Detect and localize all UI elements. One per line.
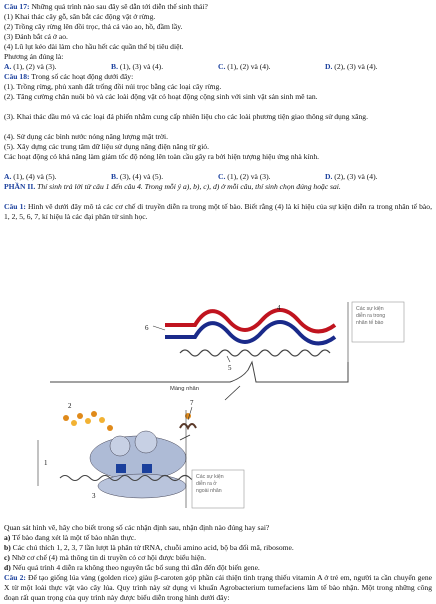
outside-events-label-3: ngoài nhân <box>196 488 222 494</box>
q1-stem-line <box>4 202 432 222</box>
nucleus-events-label-3: nhân tế bào <box>356 320 384 326</box>
q18-item-2: (2). Tăng cường chăn nuôi bò và các loài động vật có hoạt động cộng sinh với sinh vật sản sinh mê tan. <box>4 92 318 101</box>
number-7: 7 <box>190 399 194 407</box>
amino-acid-chain <box>63 411 113 431</box>
part2-instruction-line <box>4 182 432 192</box>
trna-site-2 <box>135 431 157 453</box>
q17-option-c[interactable]: C. (1), (2) và (4). <box>218 62 271 71</box>
nucleus-events-label-2: diễn ra trong <box>356 313 386 319</box>
nuclear-membrane-label: Màng nhân <box>170 386 200 392</box>
nuclear-membrane-line <box>50 362 348 382</box>
outside-events-label-1: Các sự kiện <box>196 474 224 480</box>
q17-stem: Những quá trình nào sau đây sẽ dẫn tới diễn thế sinh thái? <box>31 2 208 11</box>
number-3: 3 <box>92 492 96 500</box>
q17-option-b[interactable]: B. (1), (3) và (4). <box>111 62 164 71</box>
q17-item-2: (2) Trồng cây rừng lên đồi trọc, thả cá vào ao, hồ, đầm lầy. <box>4 22 183 31</box>
q17-options <box>4 62 432 72</box>
q17-item-3: (3) Đánh bắt cá ở ao. <box>4 32 68 41</box>
q17-title: Câu 17: <box>4 2 30 11</box>
q1-statement-b[interactable]: b) Các chú thích 1, 2, 3, 7 lần lượt là phân tử tRNA, chuỗi amino acid, bộ ba đối mã, ribosome. <box>4 543 294 552</box>
ribosome-small-subunit <box>98 474 186 498</box>
part2-instruction: Thí sinh trả lời từ câu 1 đến câu 4. Trong mỗi ý a), b), c), d) ở mỗi câu, thí sinh chọn đúng hoặc sai. <box>37 182 341 191</box>
anticodon-1 <box>116 464 126 473</box>
export-arrow <box>225 386 240 400</box>
label-6-leader <box>153 326 165 330</box>
label-5-leader <box>227 356 230 362</box>
q17-prompt: Phương án đúng là: <box>4 52 64 61</box>
q17-stem-line <box>4 2 432 12</box>
q18-item-3: (3). Khai thác dầu mỏ và các loại đá phiến nhằm cung cấp nhiên liệu cho các loài phương tiện giao thông sử dụng xăng. <box>4 112 368 121</box>
q18-item-4: (4). Sử dụng các bình nước nóng năng lượng mặt trời. <box>4 132 169 141</box>
trna-site-1 <box>110 436 130 456</box>
mrna-in-nucleus <box>180 350 330 356</box>
q17-option-d[interactable]: D. (2), (3) và (4). <box>325 62 378 71</box>
q2-title: Câu 2: <box>4 573 26 582</box>
anticodon-2 <box>142 464 152 473</box>
q1-statement-c[interactable]: c) Nhờ cơ chế (4) mà thông tin di truyền có cơ hội được biểu hiện. <box>4 553 206 562</box>
q1-statement-d[interactable]: d) Nếu quá trình 4 diễn ra không theo nguyên tắc bổ sung thì dẫn đến đột biến gene. <box>4 563 260 572</box>
q18-option-c[interactable]: C. (1), (2) và (3). <box>218 172 271 181</box>
q2-stem: Để tạo giống lúa vàng (golden rice) giàu β-caroten góp phần cải thiện tình trạng thiếu vitamin A ở trẻ em, người ta cần chuyển gene X từ một loài thực vật vào cây lúa. Quy trình này sử dụng vi khuẩn Agrobacterium tumefaciens làm tế bào nhận. Một trong những công đoạn rất quan trọng của quy trình này được biểu diễn trong hình dưới đây: <box>4 573 432 603</box>
q18-stem: Trong số các hoạt động dưới đây: <box>31 72 134 81</box>
outside-events-label-2: diễn ra ở <box>196 481 217 487</box>
q18-option-a[interactable]: A. (1), (4) và (5). <box>4 172 57 181</box>
q1-title: Câu 1: <box>4 202 26 211</box>
q2-stem-line <box>4 573 432 603</box>
q18-prompt: Các hoạt động có khả năng làm giảm tốc độ nóng lên toàn cầu gây ra bởi hiện tượng hiệu ứng nhà kính. <box>4 152 320 161</box>
q1-stem: Hình vẽ dưới đây mô tả các cơ chế di truyền diễn ra trong một tế bào. Biết rằng (4) là kí hiệu của sự kiện diễn ra trong nhân tế bào, 1, 2, 5, 6, 7, kí hiệu là các đại phân tử sinh học. <box>4 202 432 222</box>
q17-option-a[interactable]: A. (1), (2) và (3). <box>4 62 57 71</box>
number-2: 2 <box>68 402 72 410</box>
part2-title: PHẦN II. <box>4 182 36 191</box>
q1-question: Quan sát hình vẽ, hãy cho biết trong số các nhận định sau, nhận định nào đúng hay sai? <box>4 523 270 532</box>
nucleus-events-label-1: Các sự kiện <box>356 306 384 312</box>
q18-item-5: (5). Xây dựng các trung tâm dữ liệu sử dụng năng điện năng từ gió. <box>4 142 209 151</box>
q17-item-1: (1) Khai thác cây gỗ, săn bắt các động vật ở rừng. <box>4 12 156 21</box>
q18-option-d[interactable]: D. (2), (3) và (4). <box>325 172 378 181</box>
q18-options <box>4 172 432 182</box>
number-6: 6 <box>145 324 149 332</box>
number-5: 5 <box>228 364 232 372</box>
incoming-trna <box>180 413 196 440</box>
q18-option-b[interactable]: B. (3), (4) và (5). <box>111 172 164 181</box>
number-1: 1 <box>44 459 48 467</box>
number-4: 4 <box>277 304 281 312</box>
dna-strand-top <box>165 310 335 331</box>
genetic-mechanism-diagram <box>30 290 420 520</box>
q18-title: Câu 18: <box>4 72 30 81</box>
q18-item-1: (1). Trồng rừng, phủ xanh đất trống đồi núi trọc bằng các loại cây rừng. <box>4 82 222 91</box>
q1-statement-a[interactable]: a) Tế bào đang xét là một tế bào nhân thực. <box>4 533 136 542</box>
q18-stem-line <box>4 72 432 82</box>
q17-item-4: (4) Lũ lụt kéo dài làm cho hầu hết các quần thể bị tiêu diệt. <box>4 42 184 51</box>
